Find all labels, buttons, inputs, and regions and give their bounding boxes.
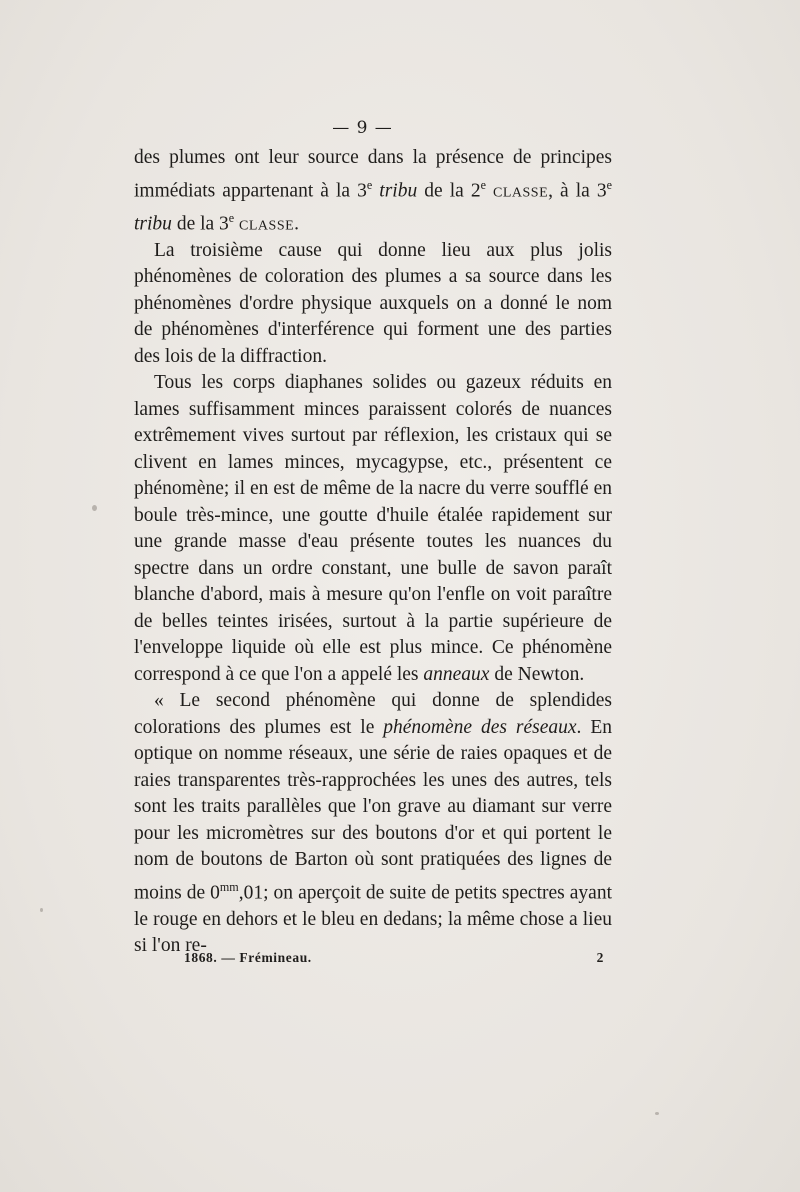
paragraph xyxy=(134,370,612,688)
text-run: . xyxy=(294,213,300,234)
text-run: « Le second phénomène qui donne de splendides colorations des plumes est le xyxy=(134,690,612,738)
text-run: ,01; on aperçoit de suite de petits spectres ayant le rouge en dehors et le bleu en dedans; la même chose a lieu si l'on re- xyxy=(134,882,612,956)
text-run xyxy=(486,180,493,201)
paper-speck xyxy=(92,505,97,511)
italic-term: tribu xyxy=(134,213,172,234)
paragraph xyxy=(134,688,612,960)
italic-term: phénomène des réseaux xyxy=(383,716,577,738)
body-text xyxy=(134,145,612,960)
small-caps-term: classe xyxy=(239,213,295,234)
paper-speck xyxy=(655,1112,659,1115)
text-run: de la 2 xyxy=(417,180,481,201)
text-run: de Newton. xyxy=(489,663,585,685)
italic-term: tribu xyxy=(379,180,418,201)
superscript: e xyxy=(480,177,486,192)
superscript: mm xyxy=(219,879,239,894)
text-run: des plumes ont leur source dans la présence de principes immédiats appartenant à la 3 xyxy=(134,147,612,201)
small-caps-term: classe xyxy=(493,180,549,201)
printer-signature-line xyxy=(184,950,604,966)
paragraph xyxy=(134,238,612,371)
paragraph xyxy=(134,145,612,238)
text-run: , à la 3 xyxy=(548,180,607,201)
text-run: . En optique on nomme réseaux, une série de raies opaques et de raies transparentes très-rapprochées les unes des autres, tels sont les traits parallèles que l'on grave au diamant sur verre pour les micromètres sur des boutons d'or et qui portent le nom de boutons de Barton où sont pratiquées des lignes de moins de 0 xyxy=(134,716,612,903)
superscript: e xyxy=(366,177,373,192)
text-run: La troisième cause qui donne lieu aux plus jolis phénomènes de coloration des plumes a sa source dans les phénomènes d'ordre physique auxquels on a donné le nom de phénomènes d'interférence qui forment une des parties des lois de la diffraction. xyxy=(134,239,612,367)
italic-term: anneaux xyxy=(423,663,490,685)
signature-mark: 2 xyxy=(596,950,604,965)
superscript: e xyxy=(606,177,613,192)
printer-imprint: 1868. — Frémineau. xyxy=(184,950,312,965)
text-run: de la 3 xyxy=(171,213,229,234)
superscript: e xyxy=(228,210,235,225)
text-run: Tous les corps diaphanes solides ou gazeux réduits en lames suffisamment minces paraissent colorés de nuances extrêmement vives surtout par réflexion, les cristaux qui se clivent en lames minces, mycagypse, etc., présentent ce phénomène; il en est de même de la nacre du verre soufflé en boule très-mince, une goutte d'huile étalée rapidement sur une grande masse d'eau présente toutes les nuances du spectre dans un ordre constant, une bulle de savon paraît blanche d'abord, mais à mesure qu'on l'enfle on voit paraître de belles teintes irisées, surtout à la partie supérieure de l'enveloppe liquide où elle est plus mince. Ce phénomène correspond à ce que l'on a appelé les xyxy=(134,372,612,685)
page-number: — 9 — xyxy=(332,118,393,138)
paper-speck xyxy=(40,908,43,912)
